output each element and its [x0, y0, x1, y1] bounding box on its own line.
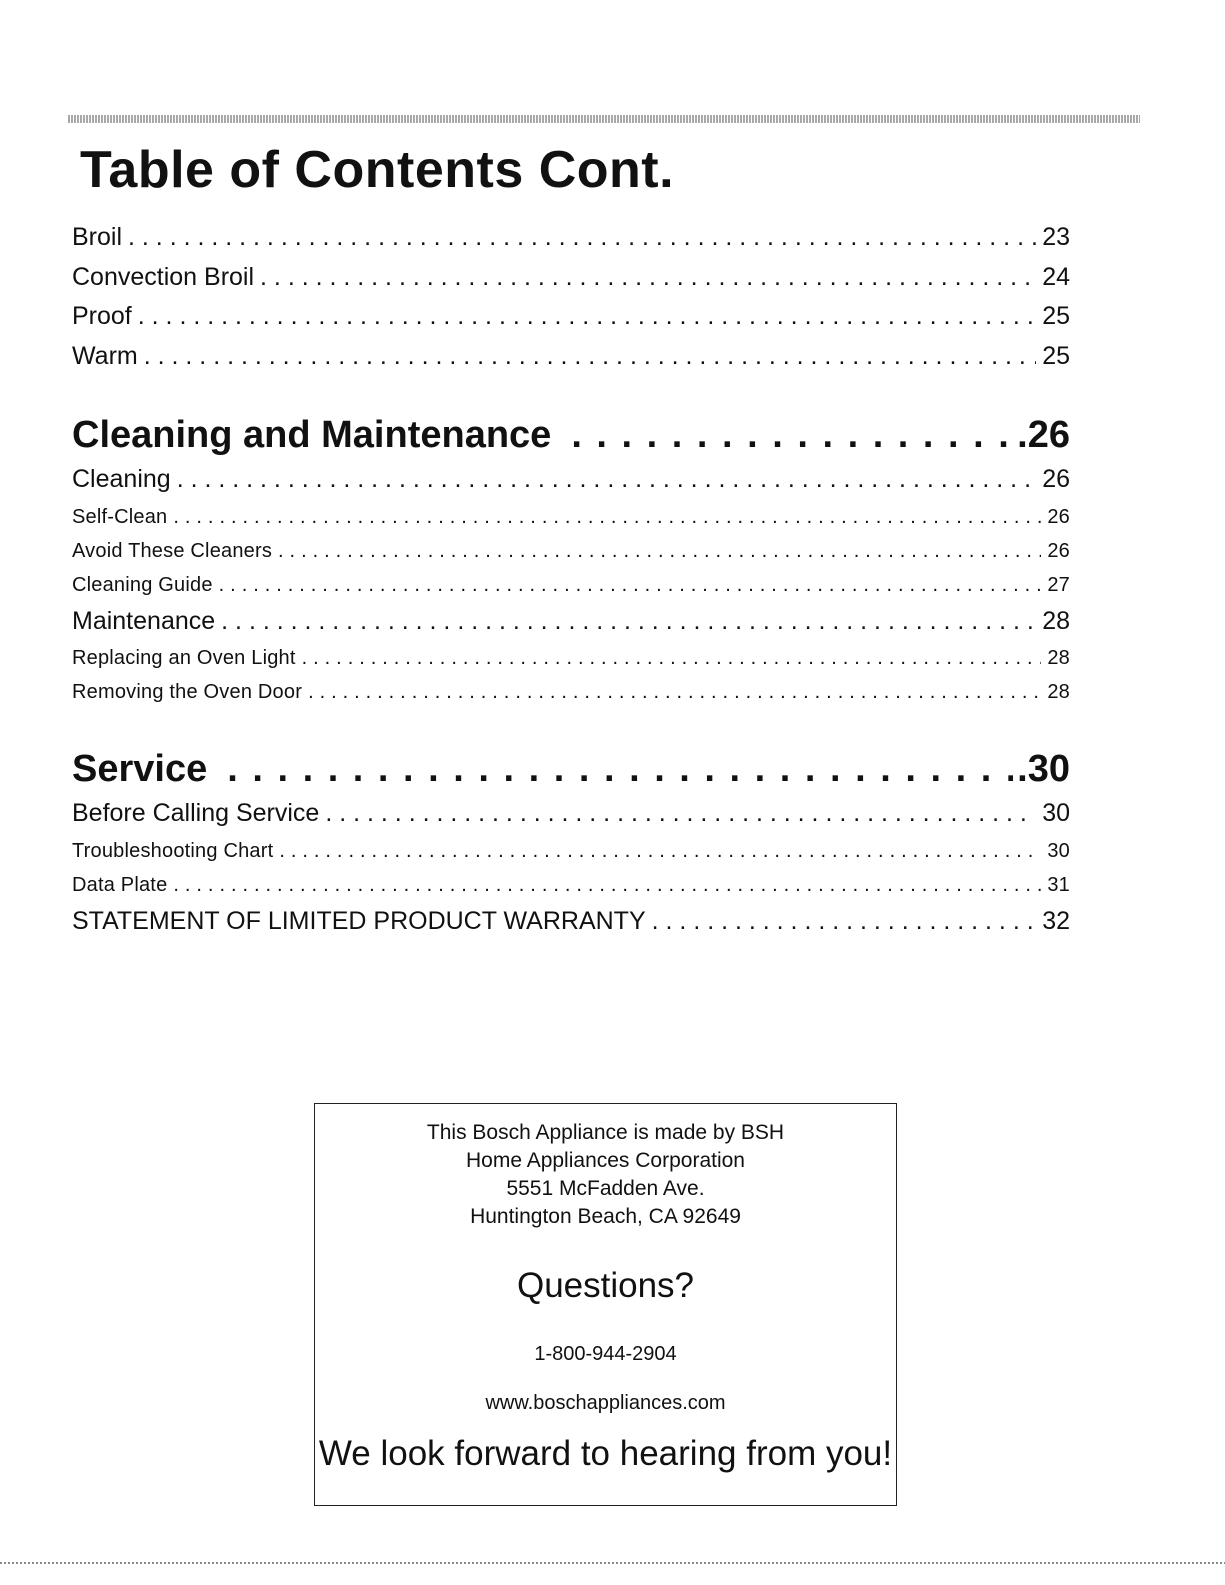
toc-entry-proof[interactable] — [72, 297, 1070, 337]
dot-leader — [173, 868, 1041, 902]
dot-leader — [308, 675, 1041, 709]
contact-info-box — [314, 1103, 897, 1506]
toc-entry-page: 23 — [1042, 223, 1070, 251]
toc-entry-page: 26 — [1042, 465, 1070, 493]
toc-entry-label: Avoid These Cleaners — [72, 539, 273, 562]
toc-entry-page: 30 — [1047, 839, 1070, 862]
toc-entry-cleaning[interactable] — [72, 460, 1070, 500]
toc-entry-label: Convection Broil — [72, 262, 255, 291]
dot-leader — [173, 500, 1041, 534]
dot-leader — [302, 641, 1042, 675]
toc-entry-page: 30 — [1042, 799, 1070, 827]
toc-entry-before-calling-service[interactable] — [72, 794, 1070, 834]
toc-entry-page: 25 — [1042, 302, 1070, 330]
dot-leader — [260, 258, 1036, 298]
website-link[interactable]: www.boschappliances.com — [485, 1392, 726, 1414]
toc-heading-label: Cleaning and Maintenance — [72, 414, 552, 456]
toc-entry-label: Removing the Oven Door — [72, 681, 303, 703]
dot-leader — [177, 460, 1037, 500]
toc-heading-service[interactable] — [72, 744, 1070, 794]
toc-heading-page: .30 — [1017, 748, 1070, 790]
manufacturer-city: Huntington Beach, CA 92649 — [470, 1205, 741, 1228]
questions-heading: Questions? — [516, 1266, 695, 1305]
closing-message: We look forward to hearing from you! — [318, 1434, 893, 1473]
toc-section-cleaning — [72, 410, 1070, 709]
toc-entry-warm[interactable] — [72, 337, 1070, 377]
toc-entry-label: Broil — [72, 223, 123, 251]
toc-entry-label: Proof — [72, 302, 132, 330]
toc-entry-label: Before Calling Service — [72, 799, 320, 827]
toc-entry-label: Cleaning — [72, 465, 171, 493]
dot-leader — [571, 410, 1013, 460]
toc-entry-page: 24 — [1042, 262, 1070, 291]
toc-entry-cleaning-guide[interactable] — [72, 568, 1070, 602]
toc-entry-page: 28 — [1047, 681, 1070, 703]
toc-heading-cleaning-and-maintenance[interactable] — [72, 410, 1070, 460]
dot-leader — [325, 794, 1036, 834]
dot-leader — [221, 602, 1036, 642]
toc-entry-page: 28 — [1042, 606, 1070, 635]
dot-leader — [219, 568, 1042, 602]
toc-group-cooking-modes — [72, 218, 1070, 376]
toc-entry-maintenance[interactable] — [72, 602, 1070, 642]
toc-entry-broil[interactable] — [72, 218, 1070, 258]
toc-entry-page: 31 — [1047, 873, 1070, 896]
toc-entry-troubleshooting-chart[interactable] — [72, 834, 1070, 868]
bottom-rule — [0, 1562, 1225, 1564]
toc-entry-page: 25 — [1042, 341, 1070, 370]
page-title: Table of Contents Cont. — [80, 141, 675, 199]
toc-heading-page: .26 — [1017, 414, 1070, 456]
toc-entry-page: 32 — [1042, 906, 1070, 935]
toc-entry-label: STATEMENT OF LIMITED PRODUCT WARRANTY — [72, 906, 646, 935]
toc-entry-label: Maintenance — [72, 606, 216, 635]
dot-leader — [144, 337, 1036, 377]
manufacturer-address: 5551 McFadden Ave. — [506, 1177, 705, 1200]
toc-entry-label: Data Plate — [72, 873, 168, 896]
dot-leader — [227, 744, 1013, 794]
toc-entry-page: 28 — [1047, 647, 1070, 669]
toc-entry-label: Cleaning Guide — [72, 573, 213, 596]
toc-entry-oven-door[interactable] — [72, 675, 1070, 709]
manufacturer-info — [315, 1119, 896, 1231]
manufacturer-line: This Bosch Appliance is made by BSH — [426, 1121, 785, 1144]
toc-entry-label: Warm — [72, 341, 138, 370]
toc-heading-label: Service — [72, 748, 208, 790]
manufacturer-line: Home Appliances Corporation — [466, 1149, 745, 1172]
toc-section-service — [72, 744, 1070, 941]
toc-entry-convection-broil[interactable] — [72, 258, 1070, 298]
dot-leader — [138, 297, 1036, 337]
toc-entry-page: 26 — [1047, 505, 1070, 528]
toc-entry-label: Replacing an Oven Light — [72, 647, 296, 669]
toc-entry-label: Troubleshooting Chart — [72, 839, 274, 862]
toc-entry-self-clean[interactable] — [72, 500, 1070, 534]
toc-entry-label: Self-Clean — [72, 505, 168, 528]
toc-entry-data-plate[interactable] — [72, 868, 1070, 902]
toc-entry-page: 26 — [1047, 539, 1070, 562]
phone-number[interactable]: 1-800-944-2904 — [534, 1343, 677, 1365]
top-rule — [68, 115, 1140, 123]
toc-entry-avoid-cleaners[interactable] — [72, 534, 1070, 568]
dot-leader — [279, 834, 1041, 868]
toc-entry-warranty[interactable] — [72, 902, 1070, 942]
dot-leader — [128, 218, 1036, 258]
toc-entry-oven-light[interactable] — [72, 641, 1070, 675]
toc-entry-page: 27 — [1047, 573, 1070, 596]
dot-leader — [652, 902, 1037, 942]
dot-leader — [278, 534, 1041, 568]
